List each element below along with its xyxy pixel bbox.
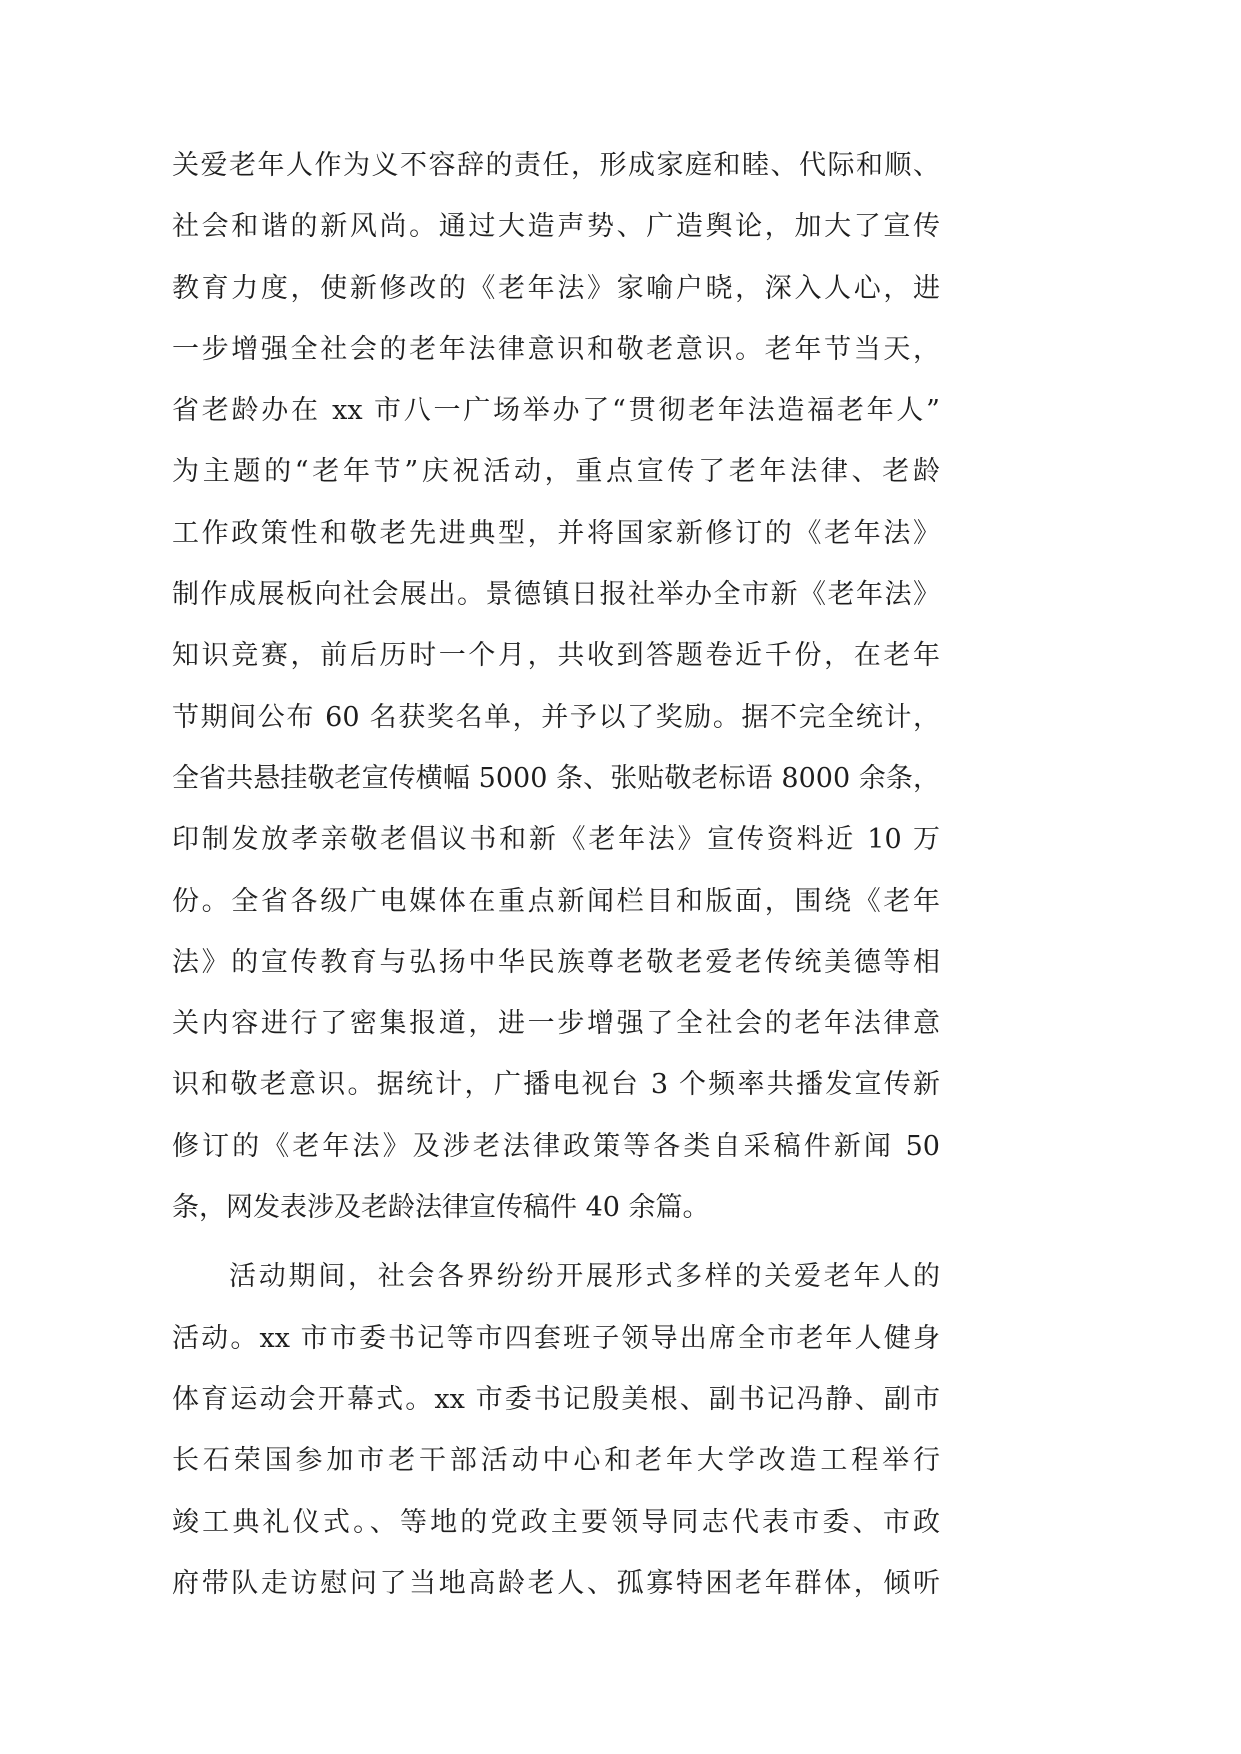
text-line: 体育运动会开幕式。xx 市委书记殷美根、副书记冯静、副市 bbox=[172, 1383, 940, 1415]
text-line: 关内容进行了密集报道，进一步增强了全社会的老年法律意 bbox=[172, 1008, 940, 1040]
text-line: 活动期间，社会各界纷纷开展形式多样的关爱老年人的 bbox=[229, 1261, 940, 1293]
text-line: 条，网发表涉及老龄法律宣传稿件 40 余篇。 bbox=[172, 1192, 710, 1224]
text-line: 竣工典礼仪式。、等地的党政主要领导同志代表市委、市政 bbox=[172, 1506, 940, 1538]
paragraph bbox=[172, 135, 940, 1238]
text-line: 府带队走访慰问了当地高龄老人、孤寡特困老年群体，倾听 bbox=[172, 1567, 940, 1599]
text-line: 法》的宣传教育与弘扬中华民族尊老敬老爱老传统美德等相 bbox=[172, 946, 940, 978]
text-line: 为主题的“老年节”庆祝活动，重点宣传了老年法律、老龄 bbox=[172, 456, 940, 488]
text-line: 省老龄办在 xx 市八一广场举办了“贯彻老年法造福老年人” bbox=[172, 395, 940, 427]
text-line: 识和敬老意识。据统计，广播电视台 3 个频率共播发宣传新 bbox=[172, 1069, 940, 1101]
text-line: 长石荣国参加市老干部活动中心和老年大学改造工程举行 bbox=[172, 1445, 940, 1477]
text-line: 修订的《老年法》及涉老法律政策等各类自采稿件新闻 50 bbox=[172, 1130, 940, 1162]
text-line: 教育力度，使新修改的《老年法》家喻户晓，深入人心，进 bbox=[172, 272, 940, 304]
text-line: 份。全省各级广电媒体在重点新闻栏目和版面，围绕《老年 bbox=[172, 885, 940, 917]
text-line: 知识竞赛，前后历时一个月，共收到答题卷近千份，在老年 bbox=[172, 640, 940, 672]
text-line: 印制发放孝亲敬老倡议书和新《老年法》宣传资料近 10 万 bbox=[172, 824, 940, 856]
text-line: 社会和谐的新风尚。通过大造声势、广造舆论，加大了宣传 bbox=[172, 211, 940, 243]
document-body bbox=[172, 135, 940, 1614]
text-line: 节期间公布 60 名获奖名单，并予以了奖励。据不完全统计， bbox=[172, 701, 940, 733]
text-line: 关爱老年人作为义不容辞的责任，形成家庭和睦、代际和顺、 bbox=[172, 150, 940, 181]
paragraph bbox=[172, 1246, 940, 1614]
text-line: 一步增强全社会的老年法律意识和敬老意识。老年节当天， bbox=[172, 333, 940, 365]
text-line: 活动。xx 市市委书记等市四套班子领导出席全市老年人健身 bbox=[172, 1322, 940, 1354]
text-line: 制作成展板向社会展出。景德镇日报社举办全市新《老年法》 bbox=[172, 579, 940, 611]
text-line: 工作政策性和敬老先进典型，并将国家新修订的《老年法》 bbox=[172, 517, 940, 549]
text-line: 全省共悬挂敬老宣传横幅 5000 条、张贴敬老标语 8000 余条， bbox=[172, 762, 940, 794]
